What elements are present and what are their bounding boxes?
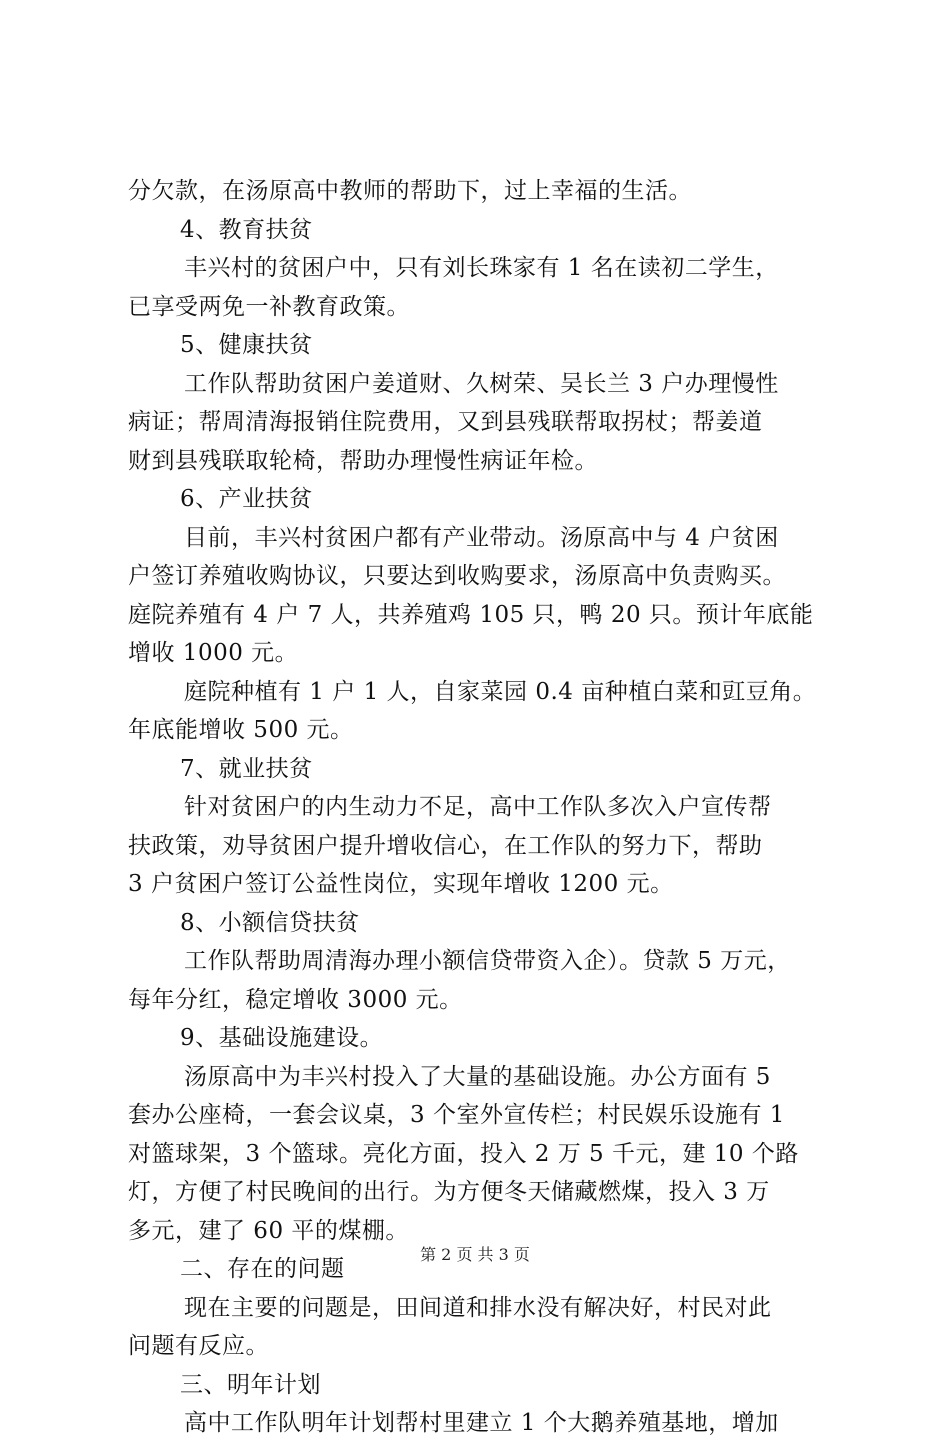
paragraph-line: 户签订养殖收购协议，只要达到收购要求，汤原高中负责购买。 (128, 563, 786, 589)
paragraph-line: 汤原高中为丰兴村投入了大量的基础设施。办公方面有 5 (184, 1063, 771, 1090)
section-heading: 9、基础设施建设。 (180, 1025, 384, 1051)
section-heading: 7、就业扶贫 (180, 755, 313, 782)
paragraph-line: 针对贫困户的内生动力不足，高中工作队多次入户宣传帮 (184, 794, 772, 820)
paragraph-line: 问题有反应。 (128, 1333, 269, 1359)
section-heading: 二、存在的问题 (180, 1256, 345, 1282)
paragraph-line: 目前，丰兴村贫困户都有产业带动。汤原高中与 4 户贫困 (184, 524, 779, 551)
paragraph-line: 现在主要的问题是，田间道和排水没有解决好，村民对此 (184, 1294, 772, 1321)
paragraph-line: 工作队帮助贫困户姜道财、久树荣、吴长兰 3 户办理慢性 (184, 370, 779, 397)
paragraph-line: 工作队帮助周清海办理小额信贷带资入企）。贷款 5 万元， (184, 948, 791, 974)
paragraph-line: 年底能增收 500 元。 (128, 717, 354, 743)
paragraph-line: 对篮球架，3 个篮球。亮化方面，投入 2 万 5 千元，建 10 个路 (128, 1140, 799, 1167)
paragraph-line: 多元，建了 60 平的煤棚。 (128, 1217, 409, 1244)
paragraph-line: 财到县残联取轮椅，帮助办理慢性病证年检。 (128, 447, 598, 474)
paragraph-line: 扶政策，劝导贫困户提升增收信心，在工作队的努力下，帮助 (128, 832, 763, 859)
paragraph-line: 丰兴村的贫困户中，只有刘长珠家有 1 名在读初二学生， (184, 255, 779, 281)
paragraph-line: 3 户贫困户签订公益性岗位，实现年增收 1200 元。 (128, 871, 674, 897)
paragraph-line: 高中工作队明年计划帮村里建立 1 个大鹅养殖基地，增加 (184, 1410, 779, 1436)
paragraph-line: 庭院养殖有 4 户 7 人，共养殖鸡 105 只，鸭 20 只。预计年底能 (128, 601, 814, 628)
page-number-footer: 第 2 页 共 3 页 (420, 1245, 530, 1264)
paragraph-line: 灯，方便了村民晚间的出行。为方便冬天储藏燃煤，投入 3 万 (128, 1179, 770, 1205)
paragraph-line: 每年分红，稳定增收 3000 元。 (128, 986, 463, 1013)
section-heading: 三、明年计划 (180, 1371, 321, 1398)
paragraph-line: 已享受两免一补教育政策。 (128, 293, 410, 320)
paragraph-line: 增收 1000 元。 (128, 640, 299, 666)
paragraph-line: 套办公座椅，一套会议桌，3 个室外宣传栏；村民娱乐设施有 1 (128, 1102, 785, 1128)
section-heading: 8、小额信贷扶贫 (180, 909, 360, 936)
paragraph-line: 庭院种植有 1 户 1 人，自家菜园 0.4 亩种植白菜和豇豆角。 (184, 678, 817, 705)
section-heading: 4、教育扶贫 (180, 216, 313, 243)
section-heading: 6、产业扶贫 (180, 486, 313, 512)
paragraph-line: 病证；帮周清海报销住院费用，又到县残联帮取拐杖；帮姜道 (128, 409, 763, 435)
section-heading: 5、健康扶贫 (180, 332, 313, 358)
paragraph-line: 分欠款，在汤原高中教师的帮助下，过上幸福的生活。 (128, 178, 692, 204)
